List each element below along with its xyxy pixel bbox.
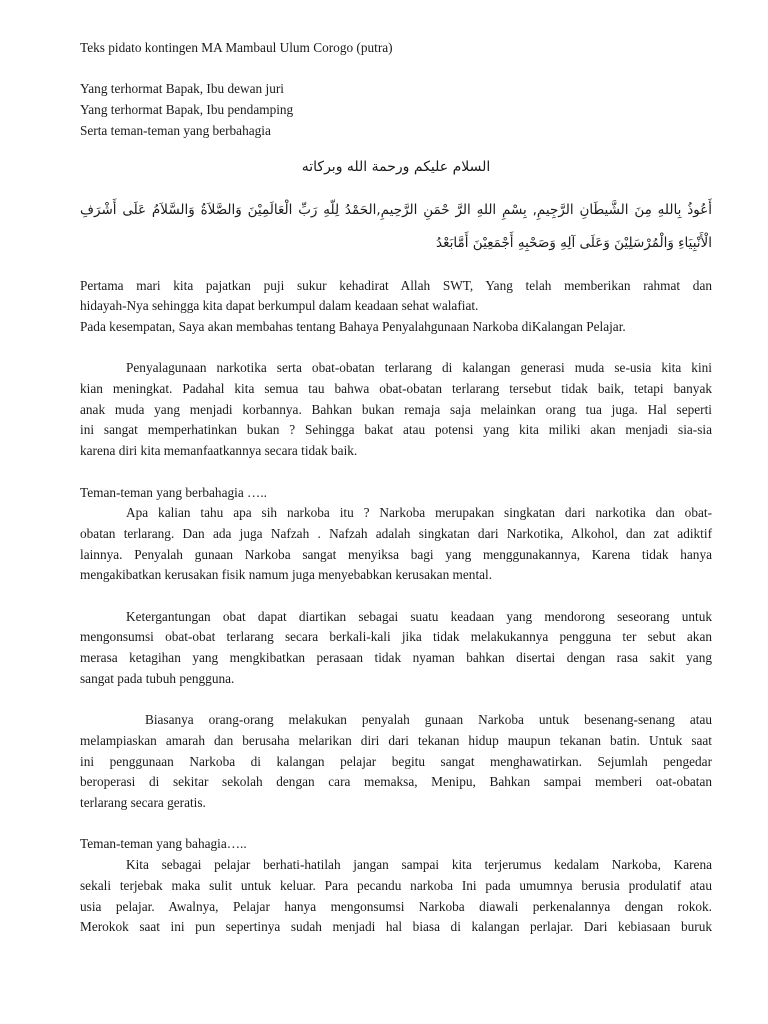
paragraph-line: Pertama mari kita pajatkan puji sukur kehadirat Allah SWT, Yang telah memberikan rahmat dan [80,277,712,293]
paragraph-line: Pada kesempatan, Saya akan membahas tentang Bahaya Penyalahgunaan Narkoba diKalangan Pelajar. [80,318,626,334]
paragraph-line: lainnya. Penyalah gunaan Narkoba sangat menyiksa bagi yang menggunakannya, Karena tidak hanya [80,546,712,562]
paragraph-line: ini penggunaan Narkoba di kalangan pelajar begitu sangat menghawatirkan. Sejumlah pengedar [80,753,712,769]
section-heading: Teman-teman yang bahagia….. [80,836,247,852]
arabic-salam: السلام عليكم ورحمة الله وبركاته [301,158,491,175]
section-heading: Teman-teman yang berbahagia ….. [80,484,267,500]
paragraph-line: melampiaskan amarah dan berusaha melarikan diri dari tekanan hidup maupun tekanan batin. Untuk saat [80,732,712,748]
greeting-line: Yang terhormat Bapak, Ibu dewan juri [80,81,284,97]
paragraph-line: hidayah-Nya sehingga kita dapat berkumpul dalam keadaan sehat walafiat. [80,298,479,314]
paragraph-line: mengakibatkan kerusakan fisik namum juga menyebabkan kerusakan mental. [80,567,493,583]
paragraph-line: Merokok saat ini pun sepertinya sudah menjadi hal biasa di kalangan perlajar. Dari kebiasaan buruk [80,919,712,935]
document-title: Teks pidato kontingen MA Mambaul Ulum Corogo (putra) [80,40,393,55]
paragraph-line: mengonsumsi obat-obat terlarang secara berkali-kali jika tidak melakukannya pengguna ter sebut akan [80,629,712,645]
paragraph-line: usia pelajar. Awalnya, Pelajar hanya mengonsumsi Narkoba diawali perkenalannya dengan rokok. [80,898,712,914]
paragraph-line: sangat pada tubuh pengguna. [80,670,235,686]
arabic-opening: أَعُوذُ بِاللهِ مِنَ الشَّيطَانِ الرَّجِيمِ, بِسْمِ اللهِ الرَّ حْمَنِ الرَّحِيمِ,الحَمْدُ لِلّهِ رَبِّ الْعَالَمِيْنَ وَالصَّلاَةُ وَالسَّلاَمُ عَلَى أَشْرَفِ الْأَنْبِيَاءِ وَالْمُرْسَلِيْنَ وَعَلَى آلِهِ وَصَحْبِهِ أَجْمَعِيْنَ أَمَّابَعْدُ [80,201,712,251]
greeting-line: Yang terhormat Bapak, Ibu pendamping [80,102,294,118]
paragraph-line: terlarang secara geratis. [80,795,206,811]
document-page [80,38,712,938]
paragraph-line: sekali terjebak maka sulit untuk keluar. Para pecandu narkoba Ini pada umumnya berusia produlatif atau [80,877,712,893]
paragraph-line: Apa kalian tahu apa sih narkoba itu ? Narkoba merupakan singkatan dari narkotika dan obat- [126,505,712,521]
paragraph-line: kian meningkat. Padahal kita semua tau bahwa obat-obatan terlarang tersebut tidak baik, tetapi banyak [80,381,712,396]
paragraph-line: Kita sebagai pelajar berhati-hatilah jangan sampai kita terjerumus kedalam Narkoba, Karena [126,857,712,873]
paragraph-line: beroperasi di sekitar sekolah dengan cara memaksa, Menipu, Bahkan sampai memberi oat-obatan [80,774,712,790]
paragraph-line: Ketergantungan obat dapat diartikan sebagai suatu keadaan yang mendorong seseorang untuk [126,608,712,624]
paragraph-line: Biasanya orang-orang melakukan penyalah gunaan Narkoba untuk besenang-senang atau [130,712,712,728]
paragraph-line: ini sangat memperhatinkan bukan ? Sehingga bakat atau potensi yang kita miliki akan menjadi sia-sia [80,422,712,438]
paragraph-line: anak muda yang menjadi korbannya. Bahkan bukan remaja saja melainkan orang tua juga. Hal seperti [80,401,712,417]
greeting-line: Serta teman-teman yang berbahagia [80,122,271,138]
paragraph-line: Penyalagunaan narkotika serta obat-obatan terlarang di kalangan generasi muda se-usia kita kini [126,360,712,376]
paragraph-line: karena diri kita memanfaatkannya secara tidak baik. [80,443,358,459]
paragraph-line: obatan terlarang. Dan ada juga Nafzah . Nafzah adalah singkatan dari Narkotika, Alkohol, dan zat adiktif [80,525,712,541]
paragraph-line: merasa ketagihan yang mengkibatkan perasaan tidak nyaman bahkan disertai dengan rasa sakit yang [80,650,712,666]
